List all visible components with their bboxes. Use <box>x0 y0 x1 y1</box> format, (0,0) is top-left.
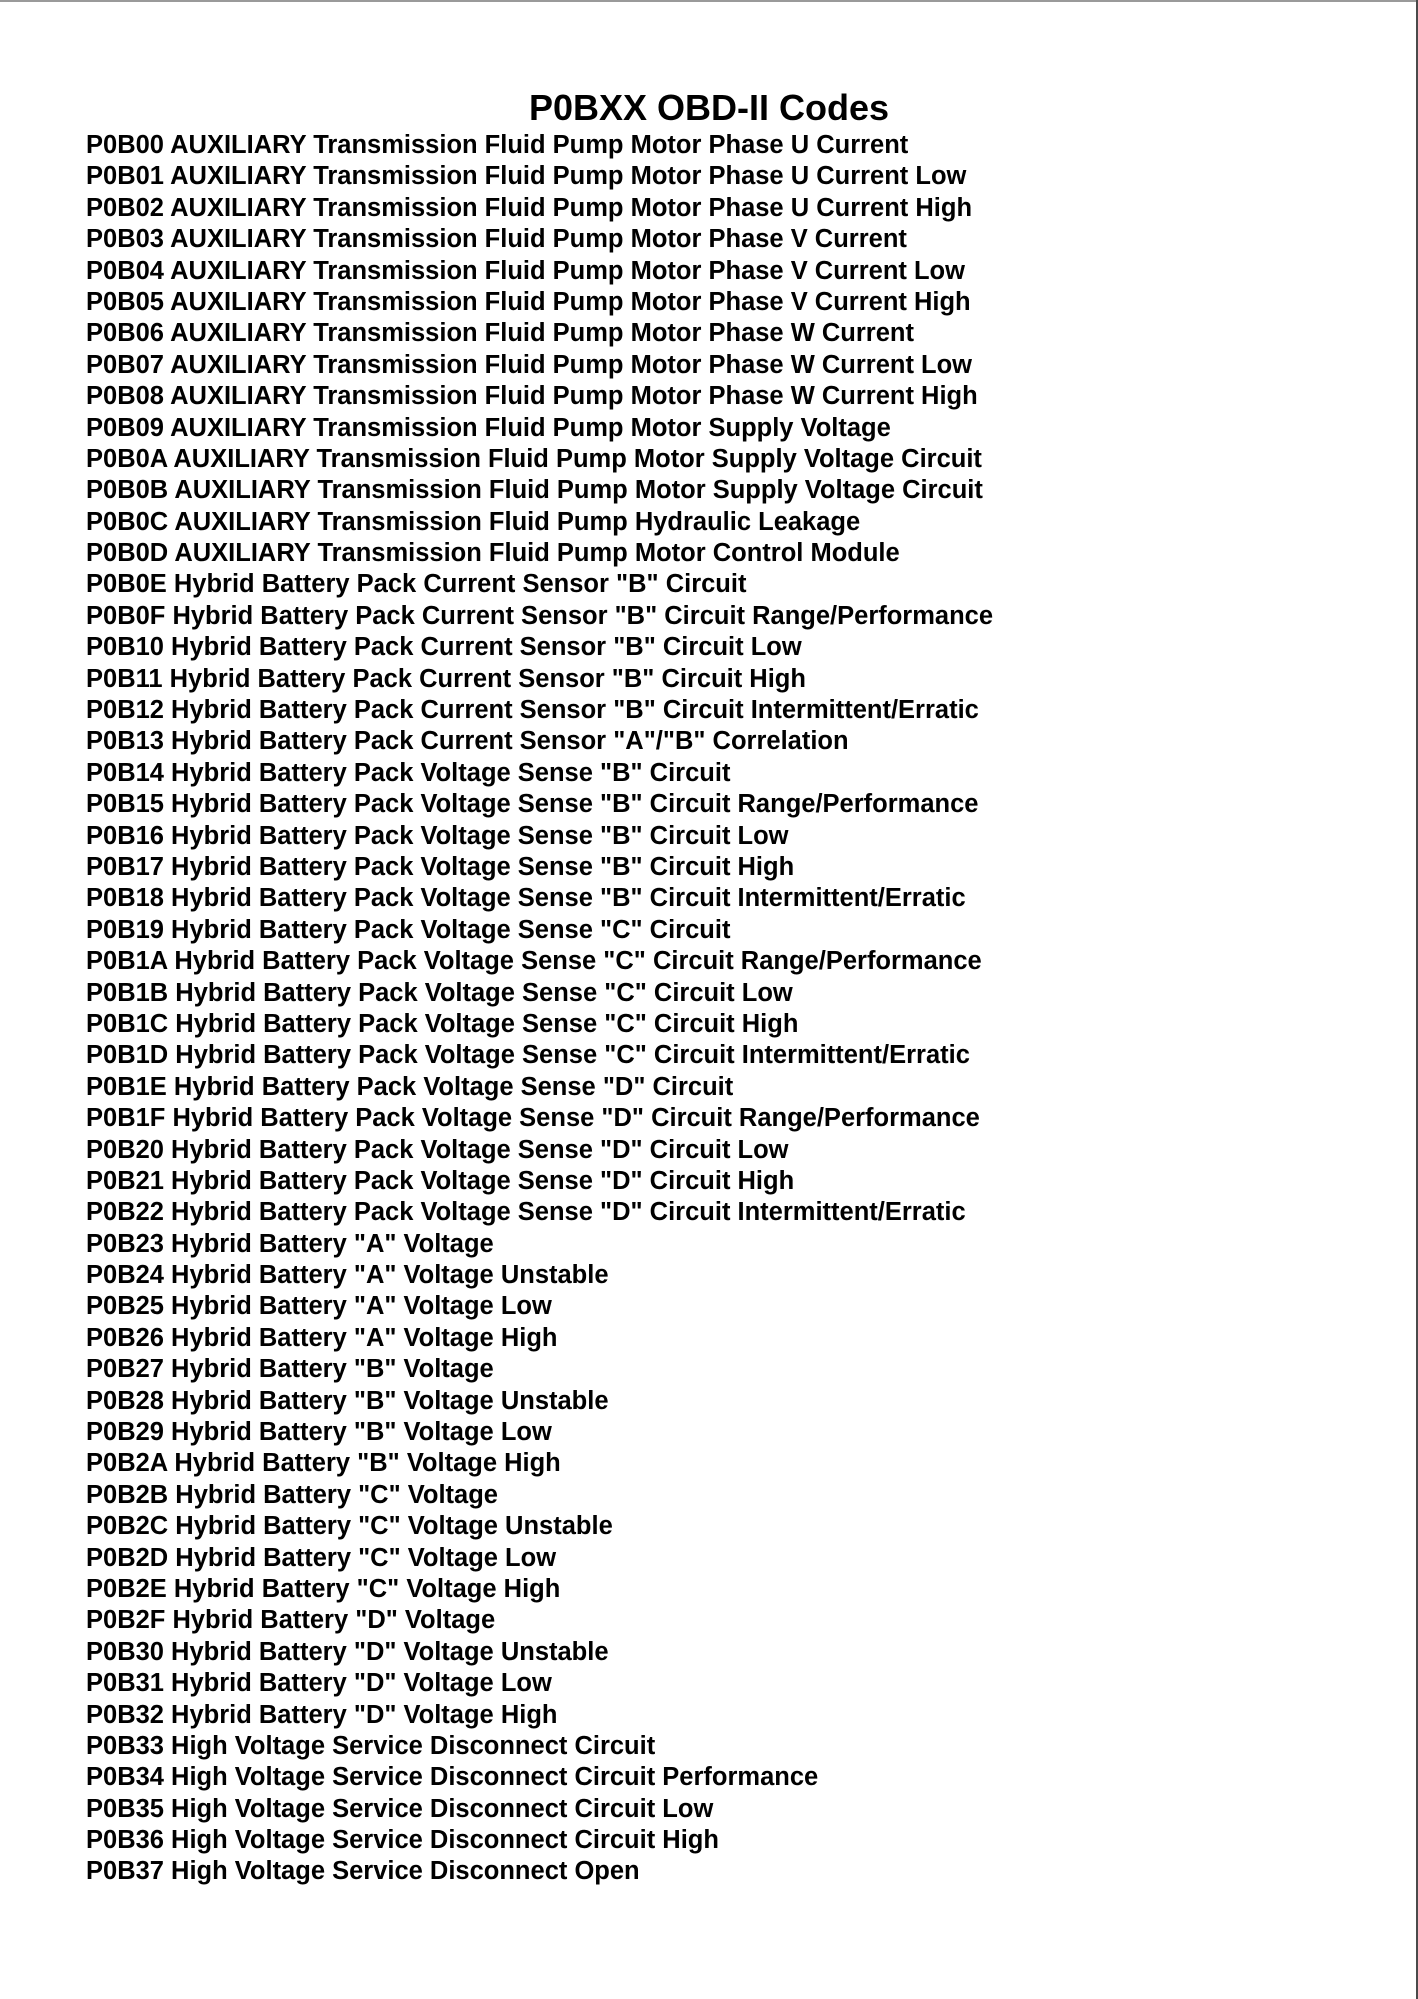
page-title: P0BXX OBD-II Codes <box>528 87 890 128</box>
code-entry: P0B22 Hybrid Battery Pack Voltage Sense "D" Circuit Intermittent/Erratic <box>86 1198 966 1227</box>
code-entry: P0B1A Hybrid Battery Pack Voltage Sense "C" Circuit Range/Performance <box>86 947 982 976</box>
code-entry: P0B0C AUXILIARY Transmission Fluid Pump Hydraulic Leakage <box>86 507 861 536</box>
code-entry: P0B08 AUXILIARY Transmission Fluid Pump Motor Phase W Current High <box>86 382 978 411</box>
code-entry: P0B37 High Voltage Service Disconnect Open <box>86 1857 640 1886</box>
code-entry: P0B15 Hybrid Battery Pack Voltage Sense "B" Circuit Range/Performance <box>86 790 979 819</box>
code-entry: P0B19 Hybrid Battery Pack Voltage Sense "C" Circuit <box>86 915 731 944</box>
code-entry: P0B01 AUXILIARY Transmission Fluid Pump Motor Phase U Current Low <box>86 162 967 191</box>
code-entry: P0B00 AUXILIARY Transmission Fluid Pump Motor Phase U Current <box>86 131 909 159</box>
code-entry: P0B13 Hybrid Battery Pack Current Sensor "A"/"B" Correlation <box>86 727 849 756</box>
code-entry: P0B24 Hybrid Battery "A" Voltage Unstable <box>86 1261 609 1290</box>
code-entry: P0B35 High Voltage Service Disconnect Circuit Low <box>86 1794 714 1823</box>
code-entry: P0B2E Hybrid Battery "C" Voltage High <box>86 1574 561 1603</box>
code-entry: P0B17 Hybrid Battery Pack Voltage Sense "B" Circuit High <box>86 852 795 881</box>
code-entry: P0B2C Hybrid Battery "C" Voltage Unstable <box>86 1512 613 1541</box>
code-entry: P0B2D Hybrid Battery "C" Voltage Low <box>86 1543 557 1572</box>
code-entry: P0B30 Hybrid Battery "D" Voltage Unstable <box>86 1637 609 1666</box>
code-entry: P0B1E Hybrid Battery Pack Voltage Sense "D" Circuit <box>86 1072 734 1101</box>
code-entry: P0B06 AUXILIARY Transmission Fluid Pump Motor Phase W Current <box>86 319 914 348</box>
code-entry: P0B33 High Voltage Service Disconnect Circuit <box>86 1731 656 1760</box>
code-entry: P0B31 Hybrid Battery "D" Voltage Low <box>86 1669 552 1698</box>
code-entry: P0B05 AUXILIARY Transmission Fluid Pump Motor Phase V Current High <box>86 287 971 316</box>
code-entry: P0B07 AUXILIARY Transmission Fluid Pump Motor Phase W Current Low <box>86 350 973 379</box>
code-entry: P0B20 Hybrid Battery Pack Voltage Sense "D" Circuit Low <box>86 1135 789 1164</box>
code-entry: P0B25 Hybrid Battery "A" Voltage Low <box>86 1292 552 1321</box>
code-entry: P0B0F Hybrid Battery Pack Current Sensor "B" Circuit Range/Performance <box>86 601 994 630</box>
code-entry: P0B32 Hybrid Battery "D" Voltage High <box>86 1700 558 1729</box>
code-entry: P0B1C Hybrid Battery Pack Voltage Sense "C" Circuit High <box>86 1009 799 1038</box>
page-edge-top <box>0 0 1418 2</box>
code-entry: P0B1B Hybrid Battery Pack Voltage Sense "C" Circuit Low <box>86 978 793 1007</box>
code-entry: P0B1F Hybrid Battery Pack Voltage Sense "D" Circuit Range/Performance <box>86 1104 980 1133</box>
code-entry: P0B12 Hybrid Battery Pack Current Sensor "B" Circuit Intermittent/Erratic <box>86 696 979 725</box>
code-list <box>86 130 993 1888</box>
code-entry: P0B21 Hybrid Battery Pack Voltage Sense "D" Circuit High <box>86 1166 795 1195</box>
code-entry: P0B2B Hybrid Battery "C" Voltage <box>86 1480 498 1509</box>
code-entry: P0B03 AUXILIARY Transmission Fluid Pump Motor Phase V Current <box>86 225 907 254</box>
code-entry: P0B0D AUXILIARY Transmission Fluid Pump Motor Control Module <box>86 539 900 568</box>
code-entry: P0B29 Hybrid Battery "B" Voltage Low <box>86 1418 552 1447</box>
code-entry: P0B2A Hybrid Battery "B" Voltage High <box>86 1449 561 1478</box>
code-entry: P0B28 Hybrid Battery "B" Voltage Unstable <box>86 1386 609 1415</box>
code-entry: P0B26 Hybrid Battery "A" Voltage High <box>86 1323 558 1352</box>
code-entry: P0B23 Hybrid Battery "A" Voltage <box>86 1229 494 1258</box>
code-entry: P0B14 Hybrid Battery Pack Voltage Sense "B" Circuit <box>86 758 731 787</box>
code-entry: P0B2F Hybrid Battery "D" Voltage <box>86 1606 496 1635</box>
code-entry: P0B1D Hybrid Battery Pack Voltage Sense "C" Circuit Intermittent/Erratic <box>86 1041 970 1070</box>
code-entry: P0B02 AUXILIARY Transmission Fluid Pump Motor Phase U Current High <box>86 193 973 222</box>
code-entry: P0B16 Hybrid Battery Pack Voltage Sense "B" Circuit Low <box>86 821 789 850</box>
code-entry: P0B0B AUXILIARY Transmission Fluid Pump Motor Supply Voltage Circuit <box>86 476 983 505</box>
code-entry: P0B34 High Voltage Service Disconnect Circuit Performance <box>86 1763 819 1792</box>
code-entry: P0B0E Hybrid Battery Pack Current Sensor "B" Circuit <box>86 570 747 599</box>
code-entry: P0B10 Hybrid Battery Pack Current Sensor "B" Circuit Low <box>86 633 802 662</box>
code-entry: P0B09 AUXILIARY Transmission Fluid Pump Motor Supply Voltage <box>86 413 891 442</box>
code-entry: P0B18 Hybrid Battery Pack Voltage Sense "B" Circuit Intermittent/Erratic <box>86 884 966 913</box>
code-entry: P0B11 Hybrid Battery Pack Current Sensor "B" Circuit High <box>86 664 806 693</box>
code-entry: P0B36 High Voltage Service Disconnect Circuit High <box>86 1826 719 1855</box>
code-entry: P0B0A AUXILIARY Transmission Fluid Pump Motor Supply Voltage Circuit <box>86 444 982 473</box>
code-entry: P0B04 AUXILIARY Transmission Fluid Pump Motor Phase V Current Low <box>86 256 965 285</box>
code-entry: P0B27 Hybrid Battery "B" Voltage <box>86 1355 494 1384</box>
